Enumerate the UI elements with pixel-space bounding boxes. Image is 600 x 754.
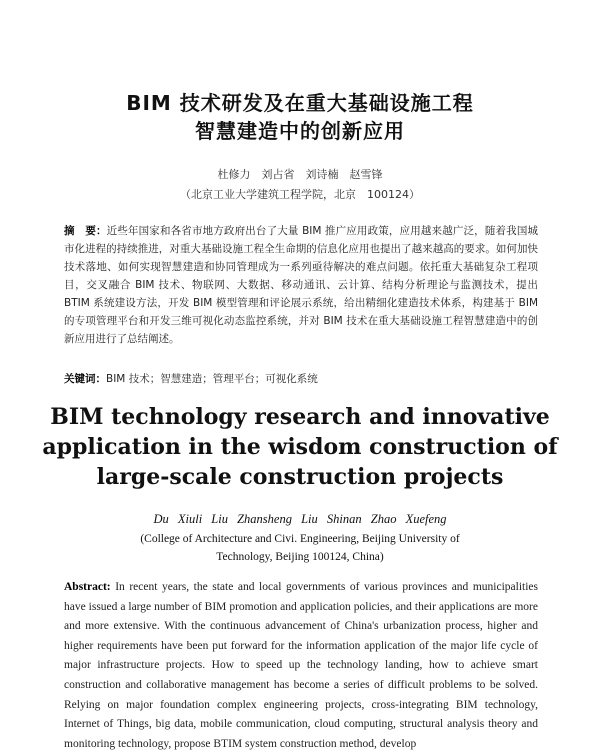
chinese-abstract-text: 近些年国家和各省市地方政府出台了大量 BIM 推广应用政策，应用越来越广泛，随着我国城市化进程的持续推进，对重大基础设施工程全生命期的信息化应用也提出了越来越高的要求。如何加快技术落地、如何实现智慧建造和协同管理成为一系列亟待解决的难点问题。依托重大基础复杂工程项目，交叉融合 BIM 技术、物联网、大数据、移动通讯、云计算、结构分析理论与监测技术，提出 BTIM 系统建设方法，开发 BIM 模型管理和评论展示系统，给出精细化建造技术体系，构建基于 BIM 的专项管理平台和开发三维可视化动态监控系统，并对 BIM 技术在重大基础设施工程智慧建造中的创新应用进行了总结阐述。 [64,225,538,345]
english-abstract-label: Abstract: [64,581,111,593]
chinese-keywords-text: BIM 技术；智慧建造；管理平台；可视化系统 [106,373,318,385]
chinese-abstract-label: 摘 要： [64,225,107,237]
english-title: BIM technology research and innovative application in the wisdom construction of large-scale construction projects [42,404,558,490]
english-abstract-text: In recent years, the state and local governments of various provinces and municipalities have issued a large number of BIM promotion and application policies, and their applications are more and more extensive. With the continuous advancement of China's urbanization process, higher and higher requirements have been put forward for the information application of the major life cycle of major infrastructure projects. How to speed up the technology landing, how to achieve smart construction and collaborative management has become a series of difficult problems to be solved. Relying on major foundation complex engineering projects, cross-integrating BIM technology, Internet of Things, big data, mobile communication, cloud computing, structural analysis theory and monitoring technology, propose BTIM system construction method, develop [64,581,539,750]
chinese-abstract [64,222,538,348]
chinese-keywords-label: 关键词： [64,373,106,385]
chinese-authors: 杜修力 刘占省 刘诗楠 赵雪锋 [217,168,383,181]
chinese-title-line1: BIM 技术研发及在重大基础设施工程 [126,91,474,115]
chinese-affiliation: （北京工业大学建筑工程学院，北京 100124） [180,188,420,201]
english-authors: Du Xiuli Liu Zhansheng Liu Shinan Zhao Xuefeng [153,512,447,526]
chinese-keywords [64,370,538,388]
english-affiliation: (College of Architecture and Civi. Engineering, Beijing University of Technology, Beijing 100124, China) [140,533,460,563]
english-abstract [64,578,538,754]
chinese-title-line2: 智慧建造中的创新应用 [195,119,405,143]
